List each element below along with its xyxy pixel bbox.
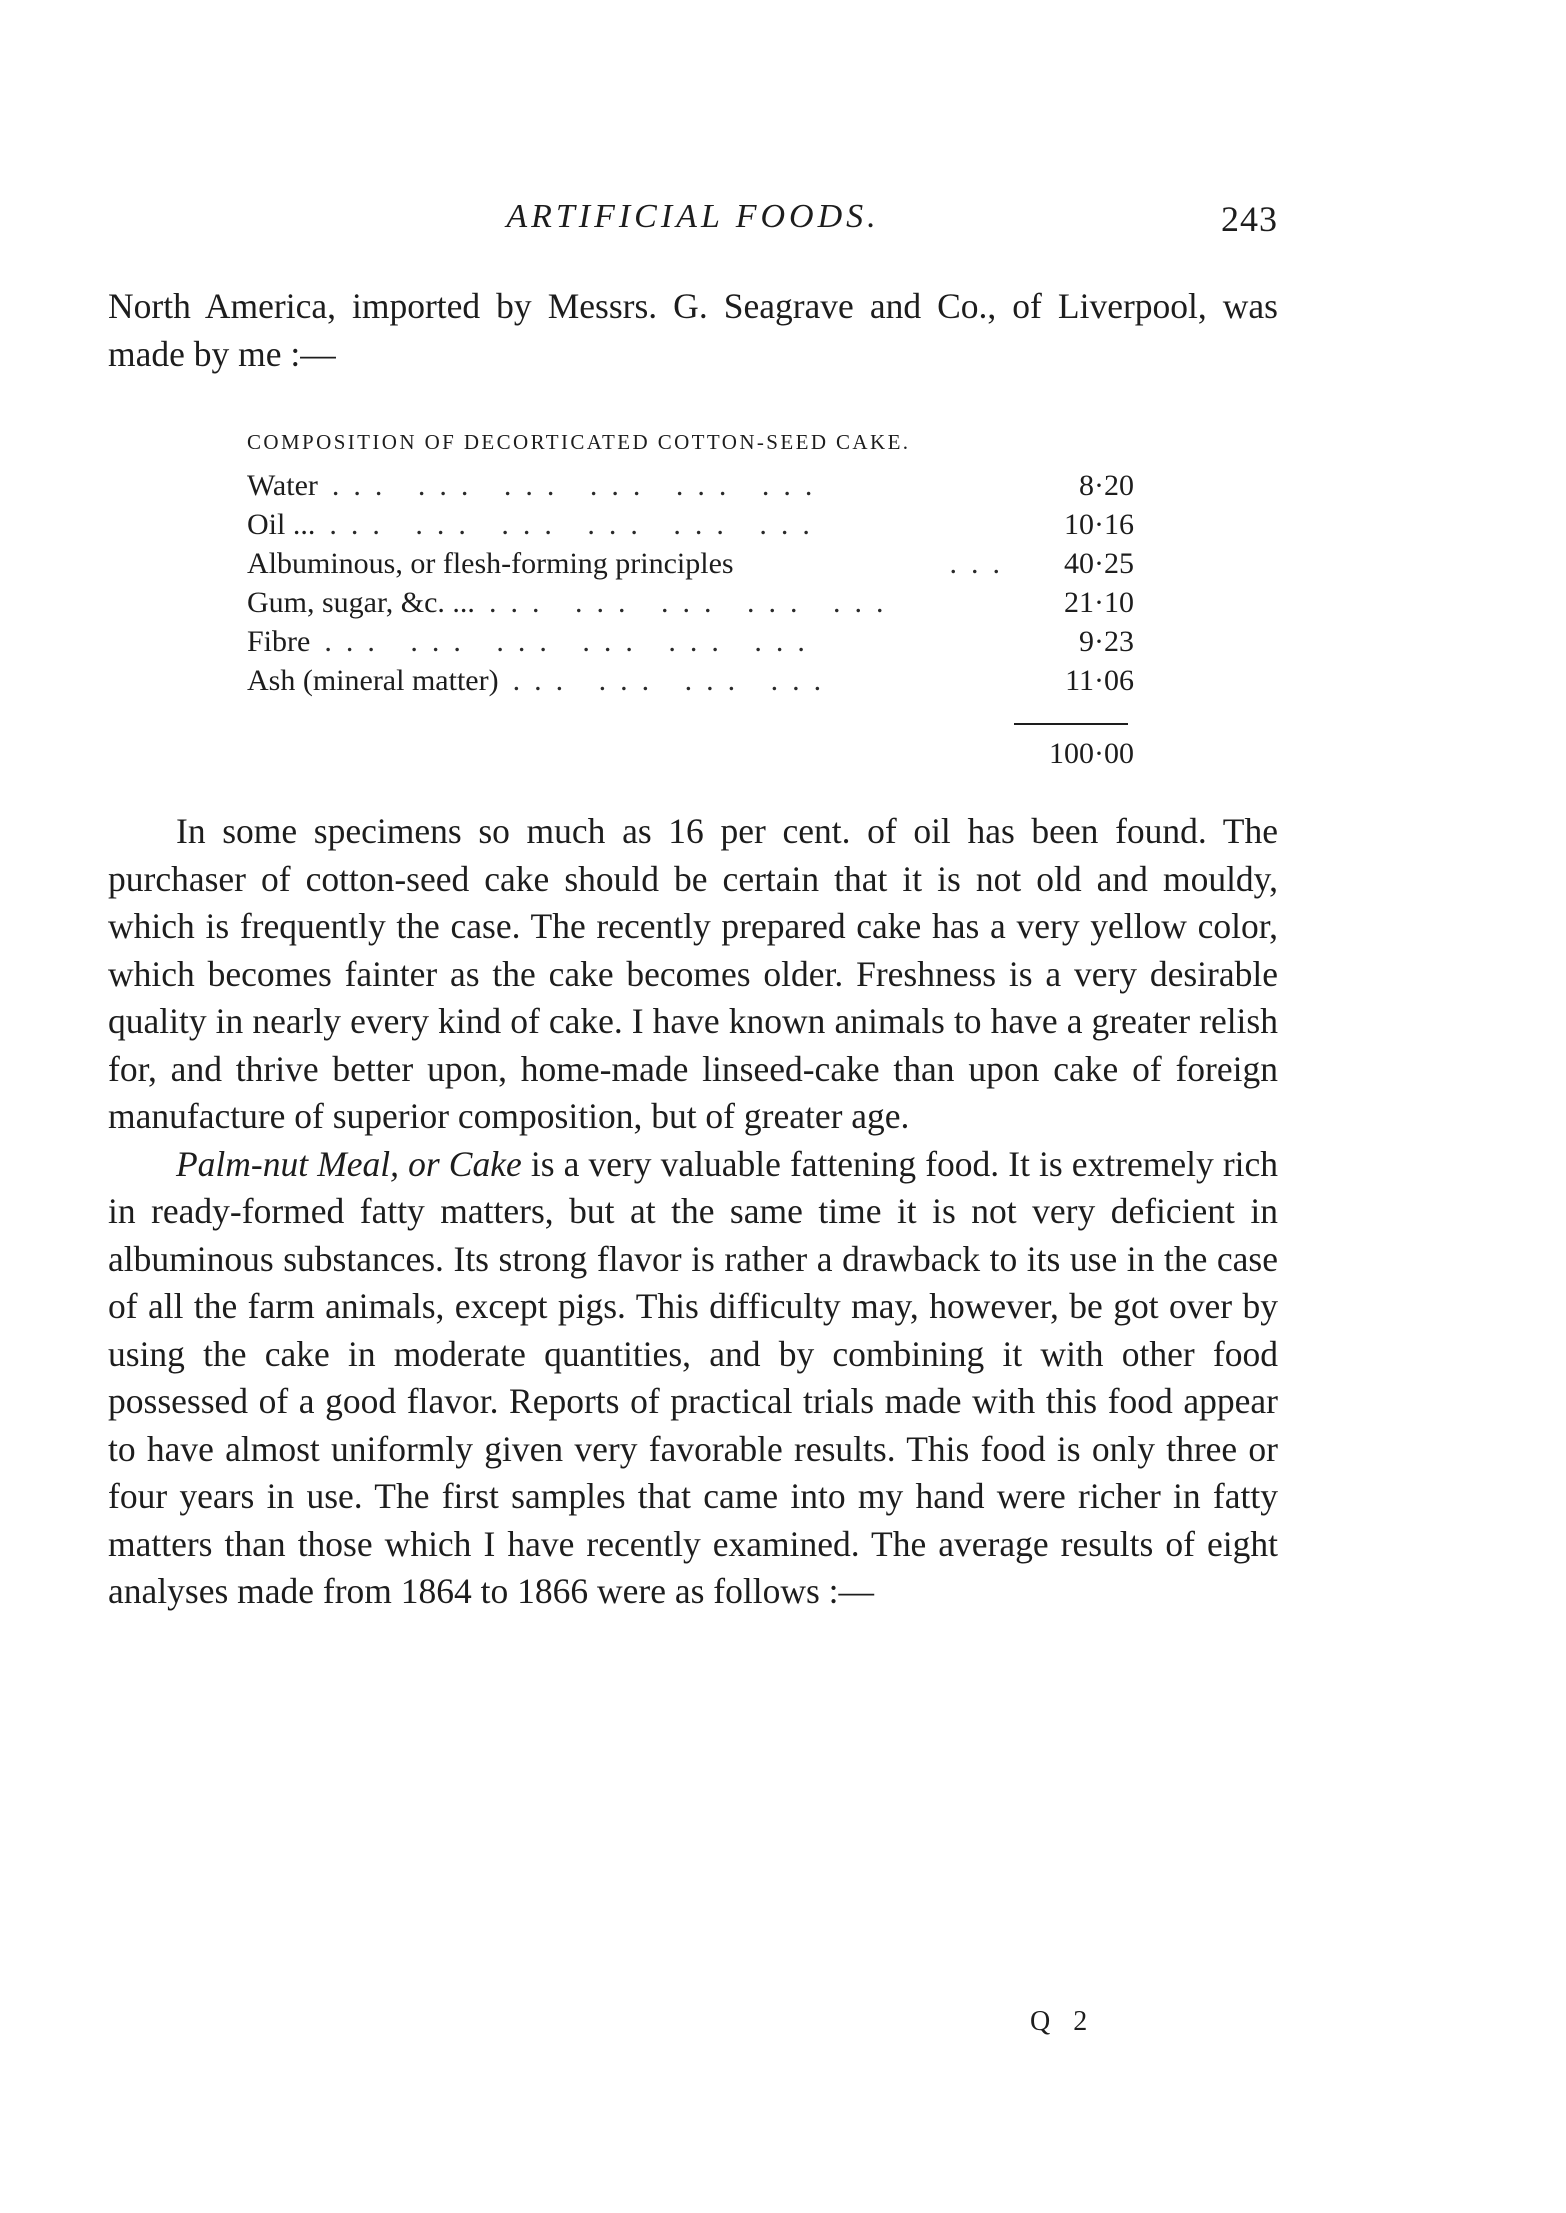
table-caption: COMPOSITION OF DECORTICATED COTTON-SEED CAKE.	[247, 430, 911, 454]
dot-leader: ... ... ... ... ...	[488, 586, 898, 619]
row-value: 9·23	[1079, 625, 1134, 658]
row-value: 10·16	[1064, 508, 1134, 541]
row-label: Ash (mineral matter)	[247, 664, 499, 697]
row-label: Oil ...	[247, 508, 316, 541]
table-total: 100·00	[1049, 737, 1134, 770]
table-row-albuminous	[247, 547, 1134, 586]
paragraph-oil-content: In some specimens so much as 16 per cent. of oil has been found. The purchaser of cotton-seed cake should be certain that it is not old and mouldy, which is frequently the case. The recently prepared cake has a very yellow color, which becomes fainter as the cake becomes older. Freshness is a very desirable quality in nearly every kind of cake. I have known animals to have a greater relish for, and thrive better upon, home-made linseed-cake than upon cake of foreign manufacture of superior composition, but of greater age.	[108, 811, 1278, 1136]
signature-mark: Q 2	[1030, 2006, 1096, 2037]
dot-leader: ... ... ... ... ... ...	[331, 469, 827, 502]
row-label: Albuminous, or flesh-forming principles	[247, 547, 734, 580]
table-row-gum-sugar	[247, 586, 1134, 625]
row-value: 21·10	[1064, 586, 1134, 619]
row-label: Fibre	[247, 625, 311, 658]
or-term: or	[408, 1143, 440, 1184]
table-row-oil	[247, 508, 1134, 547]
paragraph-palm-nut	[108, 1141, 1278, 1616]
dot-leader: ...	[949, 547, 1014, 580]
dot-leader: ... ... ... ...	[512, 664, 836, 697]
row-value: 11·06	[1065, 664, 1134, 697]
row-label: Water	[247, 469, 318, 502]
table-row-water	[247, 469, 1134, 508]
row-value: 40·25	[1064, 547, 1134, 580]
row-value: 8·20	[1079, 469, 1134, 502]
intro-text: North America, imported by Messrs. G. Seagrave and Co., of Liverpool, was made by me :—	[108, 286, 1278, 374]
palm-nut-meal-term: Palm-nut Meal,	[176, 1143, 400, 1184]
cake-term: Cake	[448, 1143, 522, 1184]
palm-nut-description: is a very valuable fattening food. It is extremely rich in ready-formed fatty matters, but at the same time it is not very deficient in albuminous substances. Its strong flavor is rather a drawback to its use in the case of all the farm animals, except pigs. This difficulty may, however, be got over by using the cake in moderate quantities, and by combining it with other food possessed of a good flavor. Reports of practical trials made with this food appear to have almost uniformly given very favorable results. This food is only three or four years in use. The first samples that came into my hand were richer in fatty matters than those which I have recently examined. The average results of eight analyses made from 1864 to 1866 were as follows :—	[108, 1143, 1279, 1611]
row-label: Gum, sugar, &c. ...	[247, 586, 475, 619]
intro-paragraph	[108, 283, 1278, 378]
total-rule	[1014, 723, 1128, 725]
table-row-ash	[247, 664, 1134, 703]
running-head	[108, 198, 1278, 248]
dot-leader: ... ... ... ... ... ...	[329, 508, 824, 541]
body-text	[108, 808, 1278, 1616]
table-row-fibre	[247, 625, 1134, 664]
composition-table	[247, 430, 1134, 771]
dot-leader: ... ... ... ... ... ...	[324, 625, 819, 658]
running-title: ARTIFICIAL FOODS.	[506, 198, 880, 235]
page-number: 243	[1221, 199, 1278, 239]
